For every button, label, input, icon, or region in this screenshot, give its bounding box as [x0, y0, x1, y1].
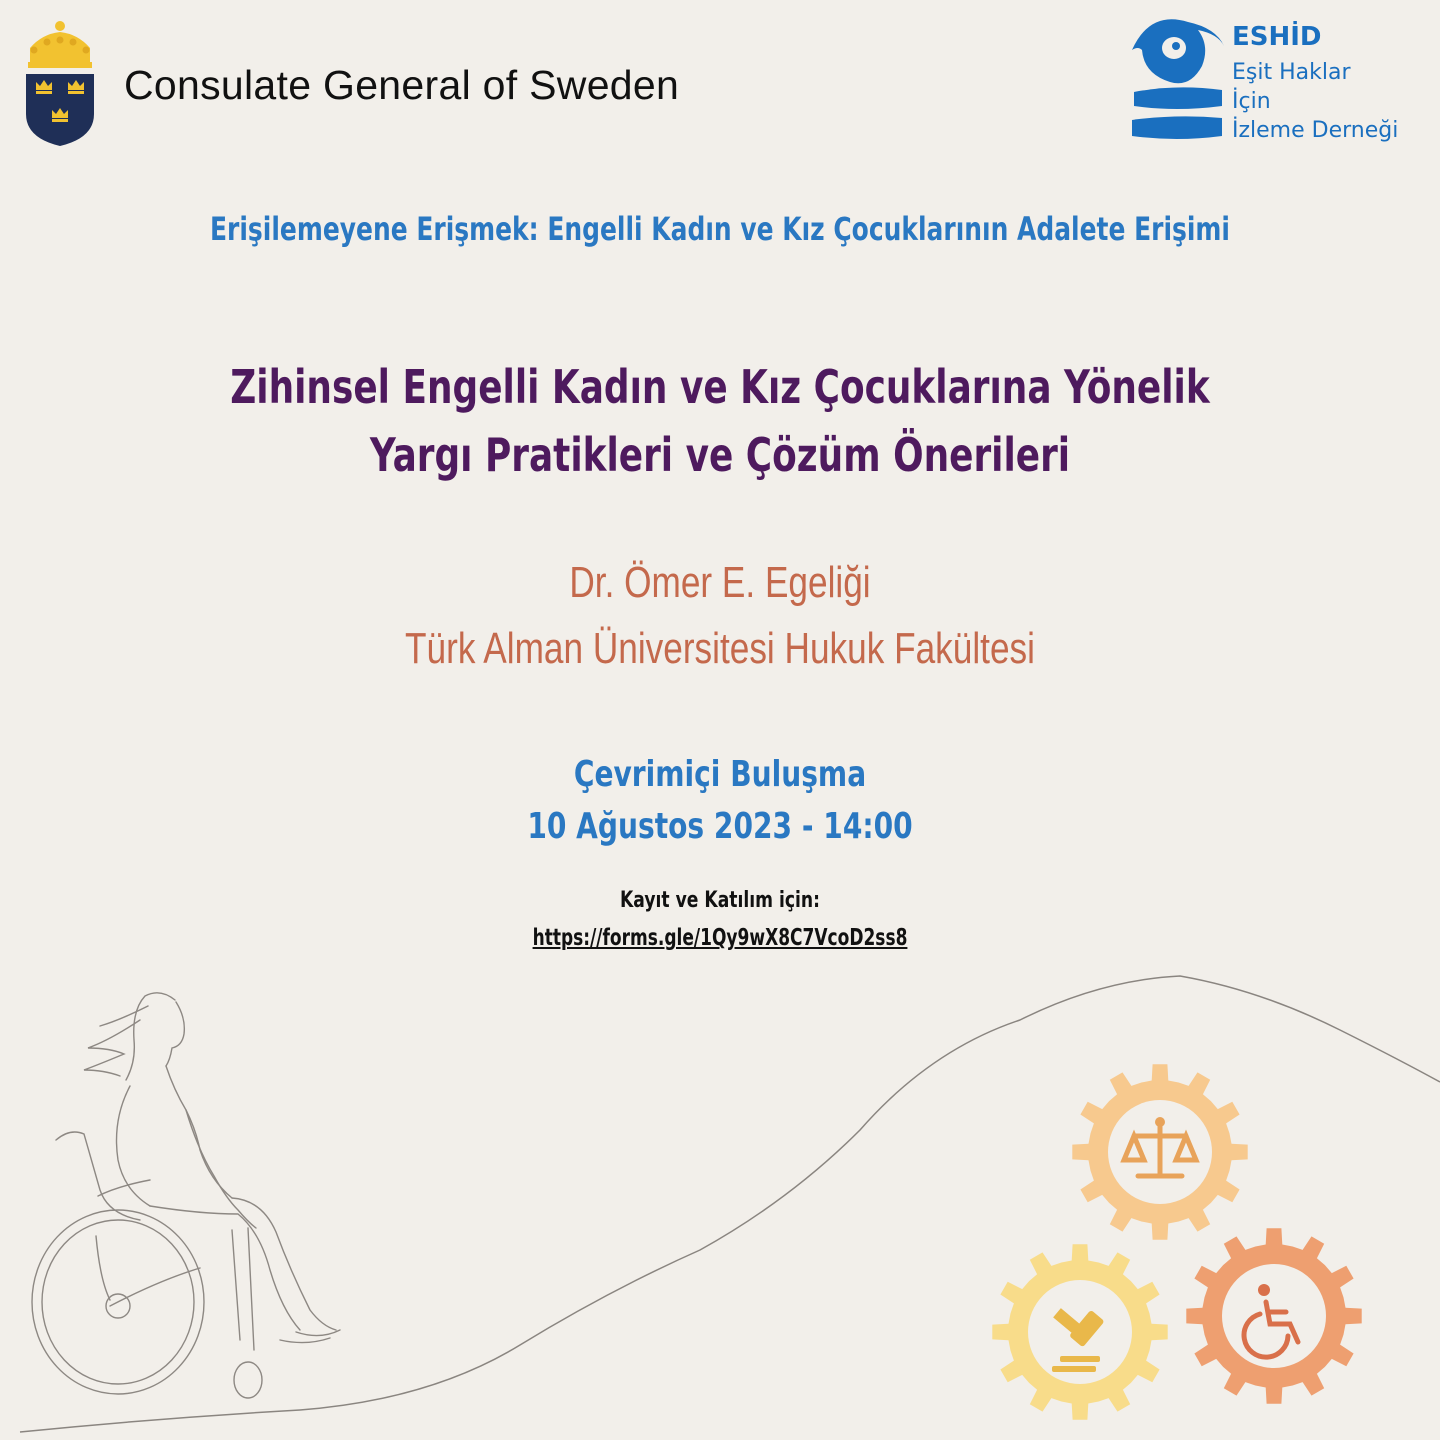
- woman-wheelchair-line-icon: [32, 993, 340, 1398]
- event-type: Çevrimiçi Buluşma: [573, 754, 867, 795]
- gavel-gear-icon: [992, 1244, 1167, 1419]
- talk-title-line-1: Zihinsel Engelli Kadın ve Kız Çocuklarına Yönelik: [230, 360, 1210, 414]
- series-title: Erişilemeyene Erişmek: Engelli Kadın ve Kız Çocuklarının Adalete Erişimi: [210, 210, 1230, 248]
- registration-link[interactable]: https://forms.gle/1Qy9wX8C7VcoD2ss8: [532, 925, 908, 951]
- eshid-name-line-1: Eşit Haklar: [1232, 60, 1351, 85]
- talk-title-line-2: Yargı Pratikleri ve Çözüm Önerileri: [369, 428, 1071, 482]
- speaker-affiliation: Türk Alman Üniversitesi Hukuk Fakültesi: [405, 624, 1035, 673]
- registration-label: Kayıt ve Katılım için:: [620, 888, 820, 913]
- eshid-name-line-3: İzleme Derneği: [1232, 118, 1399, 143]
- scales-gear-icon: [1072, 1064, 1247, 1239]
- eshid-abbr: ESHİD: [1232, 22, 1322, 52]
- event-datetime: 10 Ağustos 2023 - 14:00: [527, 806, 913, 847]
- gear3-hole: [1222, 1264, 1326, 1368]
- wheelchair-gear-icon: [1186, 1228, 1361, 1403]
- speaker-name: Dr. Ömer E. Egeliği: [569, 558, 871, 607]
- eshid-name-line-2: İçin: [1232, 89, 1271, 114]
- consulate-name: Consulate General of Sweden: [124, 62, 680, 108]
